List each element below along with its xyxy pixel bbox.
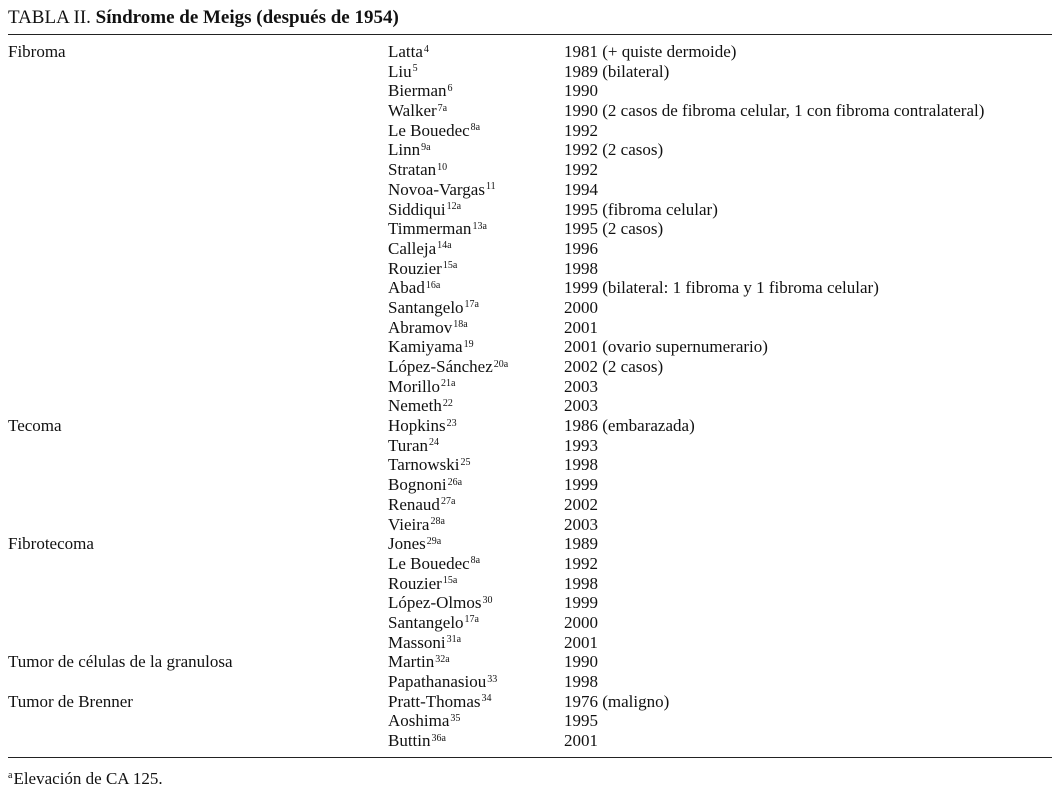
- author-cell: [388, 396, 564, 416]
- reference-number: 12a: [446, 201, 462, 212]
- reference-number: 14a: [437, 240, 452, 252]
- table-row: [388, 140, 1052, 160]
- year-cell: 1989 (bilateral): [564, 61, 670, 81]
- table-row: [388, 554, 1052, 574]
- author-name: Morillo: [388, 376, 440, 396]
- table-title-prefix: TABLA II.: [8, 7, 91, 28]
- table-row: [388, 101, 1052, 121]
- author-cell: [388, 475, 564, 495]
- year-cell: 1981 (+ quiste dermoide): [564, 42, 737, 61]
- tumor-type: Tecoma: [8, 416, 62, 436]
- reference-number: 20a: [493, 358, 509, 370]
- year-cell: 1990 (2 casos de fibroma celular, 1 con fibroma contralateral): [564, 101, 985, 121]
- reference-number: 25: [460, 456, 471, 468]
- author-name: Liu: [388, 61, 412, 81]
- reference-number: 32a: [435, 653, 450, 665]
- author-cell: [388, 672, 564, 692]
- author-name: Siddiqui: [388, 199, 446, 219]
- author-name: López-Olmos: [388, 593, 482, 613]
- year-cell: 2003: [564, 514, 598, 534]
- reference-number: 27a: [440, 496, 456, 508]
- year-cell: 2001: [564, 632, 598, 652]
- author-name: Abad: [388, 278, 425, 298]
- table-row: [388, 219, 1052, 239]
- author-cell: [388, 436, 564, 456]
- reference-number: 29a: [426, 535, 442, 547]
- author-name: Jones: [388, 534, 426, 554]
- year-cell: 1998: [564, 573, 598, 593]
- author-cell: [388, 259, 564, 279]
- table-row: [388, 475, 1052, 495]
- table-row: [388, 278, 1052, 298]
- author-name: Nemeth: [388, 396, 442, 416]
- footnote: [8, 769, 1052, 789]
- author-cell: [388, 160, 564, 180]
- author-cell: [388, 633, 564, 653]
- author-name: Le Bouedec: [388, 120, 470, 140]
- table-row: [388, 180, 1052, 200]
- author-cell: [388, 42, 564, 62]
- year-cell: 1990: [564, 652, 598, 672]
- author-cell: [388, 731, 564, 751]
- author-cell: [388, 416, 564, 436]
- author-cell: [388, 81, 564, 101]
- case-list: [388, 534, 1052, 652]
- author-cell: [388, 200, 564, 220]
- author-name: Vieira: [388, 514, 430, 534]
- table-title: [8, 4, 1052, 32]
- year-cell: 2001: [564, 731, 598, 751]
- year-cell: 2003: [564, 376, 598, 396]
- author-name: Bierman: [388, 81, 447, 101]
- case-list: [388, 42, 1052, 416]
- author-cell: [388, 140, 564, 160]
- table-row: [388, 416, 1052, 436]
- year-cell: 2000: [564, 612, 598, 632]
- tumor-group: [8, 652, 1052, 691]
- table-row: [388, 692, 1052, 712]
- author-name: Walker: [388, 101, 437, 121]
- author-name: Stratan: [388, 160, 437, 180]
- reference-number: 24: [429, 437, 439, 449]
- table-row: [388, 121, 1052, 141]
- author-name: Pratt-Thomas: [388, 691, 481, 711]
- author-name: Buttin: [388, 731, 431, 751]
- author-cell: [388, 613, 564, 633]
- reference-number: 16a: [425, 279, 441, 291]
- reference-number: 17a: [464, 614, 479, 626]
- table-title-text: Síndrome de Meigs (después de 1954): [95, 7, 399, 28]
- author-cell: [388, 711, 564, 731]
- table-row: [388, 160, 1052, 180]
- reference-number: 5: [412, 63, 418, 75]
- table-row: [388, 337, 1052, 357]
- table-row: [388, 495, 1052, 515]
- author-name: Novoa-Vargas: [388, 179, 485, 199]
- author-name: Latta: [388, 42, 423, 61]
- case-list: [388, 416, 1052, 534]
- year-cell: 1992 (2 casos): [564, 140, 664, 160]
- year-cell: 1992: [564, 553, 598, 573]
- table-row: [388, 239, 1052, 259]
- author-name: Kamiyama: [388, 337, 463, 357]
- reference-number: 15a: [442, 260, 458, 272]
- author-name: Rouzier: [388, 573, 442, 593]
- author-cell: [388, 534, 564, 554]
- table-row: [388, 633, 1052, 653]
- author-name: Rouzier: [388, 258, 442, 278]
- author-cell: [388, 62, 564, 82]
- reference-number: 4: [423, 43, 429, 55]
- author-name: Santangelo: [388, 612, 464, 632]
- table-row: [388, 377, 1052, 397]
- reference-number: 30: [482, 594, 493, 606]
- author-name: Timmerman: [388, 219, 472, 239]
- author-cell: [388, 574, 564, 594]
- reference-number: 19: [463, 338, 474, 350]
- year-cell: 2001: [564, 317, 598, 337]
- author-cell: [388, 180, 564, 200]
- author-cell: [388, 593, 564, 613]
- table-body: [8, 35, 1052, 757]
- author-name: Calleja: [388, 238, 437, 258]
- year-cell: 1998: [564, 672, 598, 691]
- reference-number: 15a: [442, 575, 458, 587]
- table-row: [388, 515, 1052, 535]
- document: [8, 4, 1052, 789]
- reference-number: 7a: [437, 102, 448, 114]
- table-row: [388, 298, 1052, 318]
- author-cell: [388, 455, 564, 475]
- author-name: López-Sánchez: [388, 357, 493, 376]
- author-name: Martin: [388, 652, 435, 672]
- year-cell: 1998: [564, 258, 598, 278]
- author-name: Aoshima: [388, 711, 450, 731]
- year-cell: 1989: [564, 534, 598, 554]
- year-cell: 1992: [564, 120, 598, 140]
- table-row: [388, 259, 1052, 279]
- year-cell: 2002 (2 casos): [564, 357, 664, 376]
- reference-number: 33: [487, 673, 498, 685]
- table-row: [388, 534, 1052, 554]
- author-name: Bognoni: [388, 475, 447, 495]
- author-cell: [388, 495, 564, 515]
- year-cell: 1999: [564, 593, 598, 613]
- author-cell: [388, 298, 564, 318]
- author-name: Renaud: [388, 494, 440, 514]
- reference-number: 10: [437, 161, 448, 173]
- year-cell: 1990: [564, 81, 598, 101]
- reference-number: 18a: [453, 319, 468, 331]
- reference-number: 22: [442, 397, 453, 409]
- author-cell: [388, 101, 564, 121]
- reference-number: 8a: [470, 122, 481, 134]
- bottom-rule: [8, 757, 1052, 758]
- tumor-type: Fibrotecoma: [8, 534, 94, 554]
- reference-number: 34: [481, 693, 492, 705]
- author-cell: [388, 357, 564, 377]
- reference-number: 17a: [464, 299, 479, 311]
- reference-number: 35: [450, 712, 461, 724]
- footnote-mark: a: [8, 770, 13, 782]
- author-name: Hopkins: [388, 416, 446, 436]
- tumor-group: [8, 692, 1052, 751]
- table-row: [388, 652, 1052, 672]
- author-cell: [388, 318, 564, 338]
- year-cell: 2000: [564, 297, 598, 317]
- reference-number: 8a: [470, 555, 481, 567]
- author-cell: [388, 377, 564, 397]
- year-cell: 2001 (ovario supernumerario): [564, 337, 768, 357]
- tumor-group: [8, 416, 1052, 534]
- author-name: Turan: [388, 435, 428, 455]
- author-name: Santangelo: [388, 297, 464, 317]
- reference-number: 31a: [446, 634, 462, 646]
- author-name: Le Bouedec: [388, 553, 470, 573]
- table-row: [388, 711, 1052, 731]
- year-cell: 1998: [564, 455, 598, 475]
- case-list: [388, 652, 1052, 691]
- year-cell: 1999: [564, 475, 598, 495]
- year-cell: 1994: [564, 179, 598, 199]
- table-row: [388, 455, 1052, 475]
- reference-number: 6: [447, 82, 453, 94]
- table-row: [388, 613, 1052, 633]
- table-row: [388, 593, 1052, 613]
- author-cell: [388, 337, 564, 357]
- reference-number: 11: [485, 181, 496, 193]
- table-row: [388, 200, 1052, 220]
- table-row: [388, 436, 1052, 456]
- author-name: Papathanasiou: [388, 672, 487, 691]
- year-cell: 2003: [564, 396, 598, 416]
- tumor-type: Fibroma: [8, 42, 66, 61]
- year-cell: 1995 (2 casos): [564, 219, 664, 239]
- author-cell: [388, 692, 564, 712]
- table-row: [388, 62, 1052, 82]
- table-row: [388, 318, 1052, 338]
- year-cell: 1999 (bilateral: 1 fibroma y 1 fibroma celular): [564, 278, 879, 298]
- author-name: Massoni: [388, 632, 446, 652]
- tumor-type: Tumor de Brenner: [8, 691, 133, 711]
- reference-number: 9a: [421, 141, 431, 153]
- reference-number: 26a: [447, 476, 463, 488]
- author-cell: [388, 239, 564, 259]
- year-cell: 1992: [564, 160, 598, 180]
- year-cell: 1993: [564, 435, 598, 455]
- table-row: [388, 357, 1052, 377]
- year-cell: 2002: [564, 494, 598, 514]
- year-cell: 1986 (embarazada): [564, 416, 695, 436]
- tumor-type: Tumor de células de la granulosa: [8, 652, 233, 672]
- year-cell: 1995: [564, 711, 598, 731]
- author-cell: [388, 219, 564, 239]
- year-cell: 1995 (fibroma celular): [564, 199, 718, 219]
- author-name: Abramov: [388, 317, 453, 337]
- tumor-group: [8, 42, 1052, 416]
- year-cell: 1976 (maligno): [564, 691, 670, 711]
- reference-number: 36a: [431, 732, 446, 744]
- table-row: [388, 672, 1052, 692]
- author-cell: [388, 652, 564, 672]
- author-cell: [388, 121, 564, 141]
- year-cell: 1996: [564, 238, 598, 258]
- table-row: [388, 731, 1052, 751]
- reference-number: 23: [446, 417, 457, 429]
- table-row: [388, 396, 1052, 416]
- author-cell: [388, 278, 564, 298]
- table-row: [388, 574, 1052, 594]
- reference-number: 28a: [430, 516, 445, 527]
- reference-number: 21a: [440, 378, 456, 390]
- table-row: [388, 81, 1052, 101]
- footnote-text: Elevación de CA 125.: [13, 768, 163, 788]
- table-row: [388, 42, 1052, 62]
- author-name: Linn: [388, 140, 421, 160]
- case-list: [388, 692, 1052, 751]
- reference-number: 13a: [472, 220, 487, 232]
- author-cell: [388, 554, 564, 574]
- author-cell: [388, 515, 564, 535]
- author-name: Tarnowski: [388, 455, 460, 475]
- tumor-group: [8, 534, 1052, 652]
